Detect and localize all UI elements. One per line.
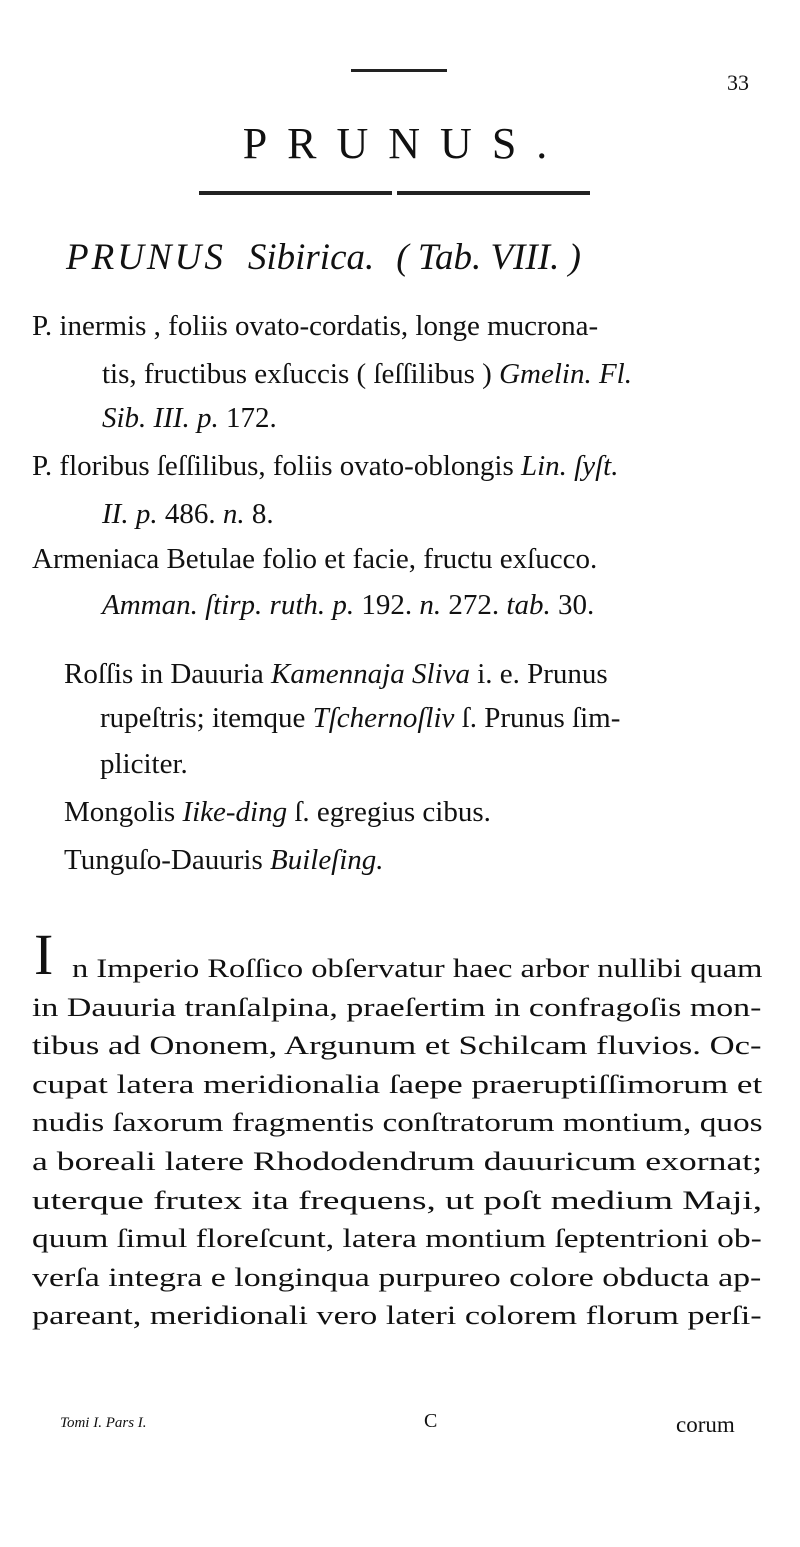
vernacular-segment: Tſchernoſliv (312, 702, 455, 734)
synonym-segment: Sib. III. p. (102, 402, 219, 434)
vernacular-line (64, 653, 608, 695)
vernacular-segment: Buileſing. (269, 844, 384, 876)
synonym-line (102, 493, 274, 535)
synonym-segment: Amman. ſtirp. ruth. p. (102, 589, 355, 621)
synonym-segment: Lin. ſyſt. (520, 450, 619, 482)
vernacular-segment: Tunguſo-Dauuris (64, 844, 270, 876)
body-line: in Dauuria tranſalpina, praeſertim in confragoſis mon- (32, 992, 762, 1022)
body-line: pareant, meridionali vero lateri colorem florum perſi- (32, 1301, 762, 1331)
vernacular-segment: Roſſis in Dauuria (64, 658, 272, 690)
genus-title: PRUNUS. (242, 119, 568, 168)
drop-cap: I (34, 922, 54, 987)
body-line: verſa integra e longinqua purpureo colore obducta ap- (32, 1262, 762, 1292)
vernacular-segment: ſ. Prunus ſim- (454, 702, 621, 734)
synonym-segment: tab. (506, 589, 551, 621)
synonym-segment: II. p. (102, 498, 158, 530)
vernacular-line (100, 743, 188, 785)
vernacular-segment: ſ. egregius cibus. (287, 796, 491, 828)
body-line: tibus ad Ononem, Argunum et Schilcam fluvios. Oc- (32, 1031, 762, 1061)
synonym-segment: P. floribus ſeſſilibus, foliis ovato-oblongis (32, 450, 521, 482)
vernacular-segment: rupeſtris; itemque (100, 702, 313, 734)
synonym-segment: 192. (354, 589, 420, 621)
synonym-segment: Gmelin. Fl. (499, 358, 632, 390)
body-line: uterque frutex ita frequens, ut poſt medium Maji, (32, 1185, 763, 1215)
synonym-segment: 30. (550, 589, 595, 621)
synonym-segment: n. (222, 498, 245, 530)
synonym-segment: 172. (218, 402, 277, 434)
vernacular-segment: i. e. Prunus (469, 658, 608, 690)
title-rule-left (199, 191, 392, 195)
synonym-segment: n. (419, 589, 442, 621)
synonym-segment: tis, fructibus exſuccis ( ſeſſilibus ) (102, 358, 500, 390)
body-line: cupat latera meridionalia ſaepe praeruptiſſimorum et (32, 1069, 763, 1099)
synonym-line (32, 445, 618, 487)
signature-mark: C (424, 1410, 438, 1432)
body-line: nudis ſaxorum fragmentis conſtratorum montium, quos (32, 1108, 763, 1138)
synonym-segment: 272. (441, 589, 507, 621)
body-line: n Imperio Roſſico obſervatur haec arbor nullibi quam (72, 954, 763, 983)
synonym-segment: 8. (244, 498, 274, 530)
header-rule (351, 69, 447, 72)
body-line: quum ſimul floreſcunt, latera montium ſeptentrioni ob- (32, 1224, 762, 1254)
vernacular-line (100, 697, 620, 739)
signature-note-text: Tomi I. Pars I. (60, 1415, 147, 1431)
signature-note (60, 1410, 147, 1433)
vernacular-segment: Kamennaja Sliva (271, 658, 470, 690)
vernacular-line (64, 791, 491, 833)
synonym-line (32, 538, 597, 580)
vernacular-segment: Mongolis (64, 796, 183, 828)
synonym-line (102, 353, 632, 395)
synonym-segment: P. inermis , foliis ovato-cordatis, longe mucrona- (32, 310, 599, 342)
heading-plate: ( Tab. VIII. ) (396, 237, 581, 278)
synonym-line (32, 305, 598, 347)
catchword: corum (676, 1412, 735, 1437)
vernacular-segment: pliciter. (100, 748, 188, 780)
title-rule-right (397, 191, 590, 195)
synonym-line (102, 584, 594, 626)
page-number: 33 (727, 70, 749, 95)
synonym-segment: Armeniaca Betulae folio et facie, fructu exſucco. (32, 543, 598, 575)
heading-species: Sibirica. (247, 237, 375, 278)
vernacular-segment: Iike-ding (182, 796, 288, 828)
synonym-segment: 486. (157, 498, 223, 530)
body-line: a boreali latere Rhododendrum dauuricum exornat; (32, 1147, 763, 1176)
heading-genus: PRUNUS (66, 237, 226, 278)
species-heading (66, 236, 581, 279)
synonym-line (102, 397, 277, 439)
vernacular-line (64, 839, 384, 881)
